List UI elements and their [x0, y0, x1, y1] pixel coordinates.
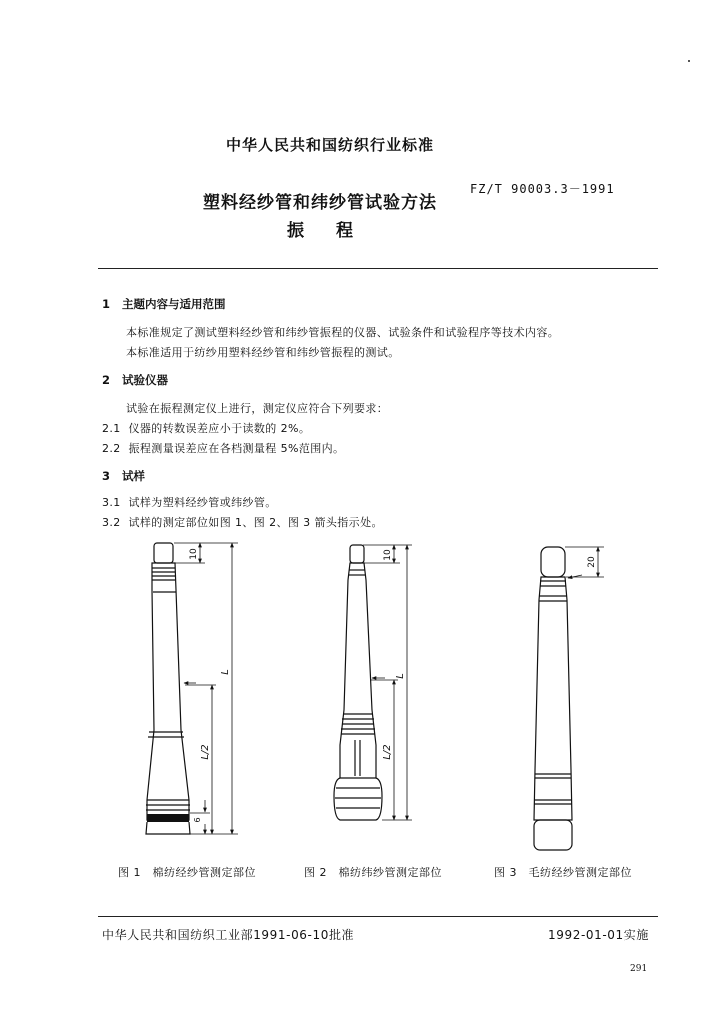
- figure-1-body: [147, 563, 189, 820]
- figure-3-dimensions: [565, 547, 604, 578]
- figure-2-top-cap: [350, 545, 364, 563]
- figure-2-base: [334, 778, 382, 820]
- section-3-number: 3: [102, 469, 111, 483]
- section-3-title: 试样: [122, 469, 145, 483]
- figure-1-half-length-label: L/2: [200, 744, 211, 760]
- figure-2-length-label: L: [395, 673, 406, 679]
- figure-1-bottom-dim: 6: [193, 817, 202, 823]
- figure-1-length-label: L: [220, 669, 231, 675]
- figure-1-top-cap: [154, 543, 173, 563]
- figure-3-top-dim: 20: [587, 556, 597, 568]
- figure-1-top-dim: 10: [189, 548, 199, 560]
- section-2-paragraph-1: 试验在振程测定仪上进行，测定仪应符合下列要求：: [126, 402, 389, 415]
- section-2-item-1-text: 仪器的转数误差应小于读数的 2%。: [128, 422, 311, 435]
- figure-2-caption: 图 2 棉纺纬纱管测定部位: [304, 866, 442, 879]
- figure-3-base: [534, 820, 572, 850]
- figure-3-tube: [534, 547, 572, 850]
- section-1-number: 1: [102, 297, 111, 311]
- document-title: 塑料经纱管和纬纱管试验方法: [203, 193, 437, 213]
- section-2-item-2-number: 2.2: [102, 442, 121, 455]
- section-3-item-1-number: 3.1: [102, 496, 121, 509]
- approval-line: 中华人民共和国纺织工业部1991-06-10批准: [102, 928, 355, 942]
- section-1-title: 主题内容与适用范围: [122, 297, 226, 311]
- figure-1-dimensions: [174, 543, 238, 834]
- section-2-item-1-number: 2.1: [102, 422, 121, 435]
- section-2-title: 试验仪器: [122, 373, 168, 387]
- effective-date: 1992-01-01实施: [548, 928, 649, 942]
- document-subtitle: 振程: [287, 221, 385, 241]
- figure-2-tube: [334, 545, 382, 820]
- figure-3-caption: 图 3 毛纺经纱管测定部位: [494, 866, 632, 879]
- section-3-item-2-text: 试样的测定部位如图 1、图 2、图 3 箭头指示处。: [128, 516, 383, 529]
- section-1-paragraph-1: 本标准规定了测试塑料经纱管和纬纱管振程的仪器、试验条件和试验程序等技术内容。: [126, 326, 560, 339]
- figure-1-caption: 图 1 棉纺经纱管测定部位: [118, 866, 256, 879]
- standard-organization: 中华人民共和国纺织行业标准: [225, 136, 434, 154]
- figure-3-top-cap: [541, 547, 565, 577]
- figure-2-half-length-label: L/2: [382, 744, 393, 760]
- figure-3-body: [534, 577, 572, 820]
- section-2-number: 2: [102, 373, 111, 387]
- page-number: 291: [630, 964, 648, 974]
- section-1-paragraph-2: 本标准适用于纺纱用塑料经纱管和纬纱管振程的测试。: [126, 346, 400, 359]
- section-2-item-2-text: 振程测量误差应在各档测量程 5%范围内。: [128, 442, 345, 455]
- figure-2-top-dim: 10: [383, 549, 393, 561]
- section-3-item-2-number: 3.2: [102, 516, 121, 529]
- standard-code: FZ/T 90003.3－1991: [470, 182, 615, 196]
- footer-rule: [98, 916, 658, 917]
- figure-1-tube: [146, 543, 190, 834]
- section-3-item-1-text: 试样为塑料经纱管或纬纱管。: [128, 496, 277, 509]
- figure-2-body: [340, 563, 376, 778]
